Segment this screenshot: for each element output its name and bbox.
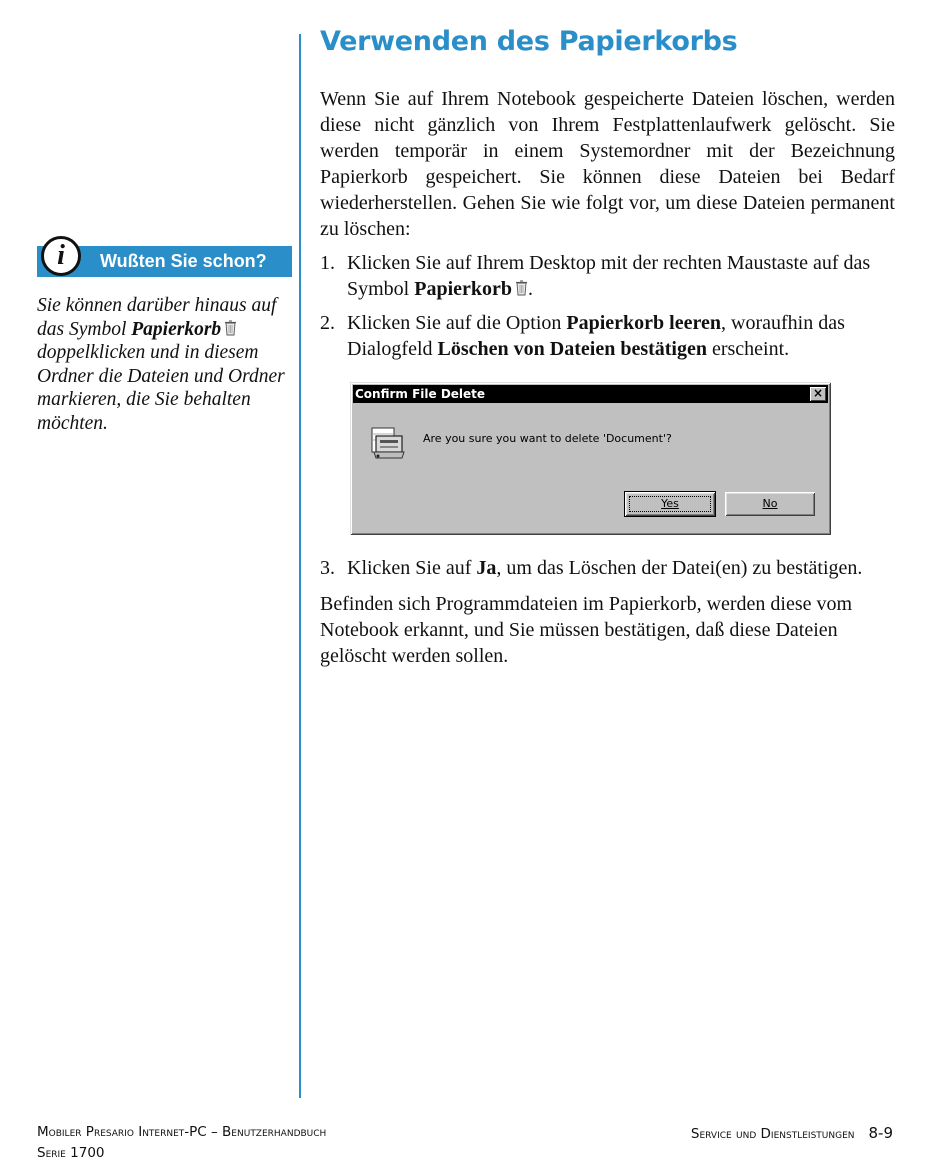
- footer-series: Serie 1700: [37, 1145, 105, 1161]
- yes-button-label: Yes: [661, 497, 679, 510]
- dialog-message: Are you sure you want to delete 'Document'?: [423, 432, 672, 445]
- no-button[interactable]: [725, 492, 815, 516]
- tip-title: Wußten Sie schon?: [100, 251, 267, 271]
- no-button-label: No: [762, 497, 778, 510]
- footer-manual-title: Mobiler Presario Internet-PC – Benutzerhandbuch: [37, 1124, 327, 1140]
- step-text-mid: , woraufhin das Dialogfeld: [347, 312, 845, 360]
- footer-section-title: Service und Dienstleistungen: [690, 1126, 855, 1142]
- tip-bold: Papierkorb: [131, 318, 222, 340]
- main-content: [320, 86, 895, 669]
- step-number: 2.: [320, 312, 335, 334]
- info-icon: i: [41, 236, 81, 276]
- step-text: Klicken Sie auf: [347, 557, 477, 579]
- sidebar-divider: [299, 34, 301, 1098]
- dialog-titlebar: [353, 385, 828, 403]
- step-3: [320, 555, 895, 581]
- printer-warning-icon: [368, 422, 408, 462]
- outro-paragraph: Befinden sich Programmdateien im Papierkorb, werden diese vom Notebook erkannt, und Sie müssen bestätigen, daß diese Dateien gelöscht werden sollen.: [320, 593, 853, 667]
- step-number: 3.: [320, 557, 335, 579]
- tip-text: Sie können darüber hinaus auf das Symbol: [37, 295, 277, 340]
- step-text-end: .: [528, 278, 534, 300]
- recycle-bin-icon: [224, 320, 237, 336]
- close-icon[interactable]: ×: [810, 387, 826, 401]
- step-text: Klicken Sie auf Ihrem Desktop mit der rechten Maustaste auf das Symbol: [347, 252, 871, 300]
- intro-paragraph: Wenn Sie auf Ihrem Notebook gespeicherte Dateien löschen, werden diese nicht gänzlich von Ihrem Festplattenlaufwerk gelöscht. Sie werden temporär in einem Systemordner mit der Bezeichnung Papierkorb gespeichert. Sie können diese Dateien bei Bedarf wiederherstellen. Gehen Sie wie folgt vor, um diese Dateien permanent zu löschen:: [320, 88, 895, 240]
- step-text-end: , um das Löschen der Datei(en) zu bestätigen.: [496, 557, 863, 579]
- step-bold-2: Löschen von Dateien bestätigen: [437, 338, 707, 360]
- step-bold: Papierkorb: [414, 278, 513, 300]
- step-text-end: erscheint.: [706, 338, 790, 360]
- dialog-title: Confirm File Delete: [355, 387, 486, 401]
- page-title: Verwenden des Papierkorbs: [320, 26, 738, 57]
- step-bold: Ja: [476, 557, 497, 579]
- yes-button[interactable]: [625, 492, 715, 516]
- footer-section: [691, 1124, 893, 1142]
- step-1: [320, 250, 895, 302]
- page-number: 8-9: [868, 1124, 893, 1142]
- tip-text-end: doppelklicken und in diesem Ordner die Dateien und Ordner markieren, die Sie behalten möchten.: [37, 342, 285, 434]
- recycle-bin-icon: [515, 280, 528, 296]
- step-text: Klicken Sie auf die Option: [347, 312, 567, 334]
- step-number: 1.: [320, 252, 335, 274]
- tip-body: [37, 294, 292, 435]
- confirm-file-delete-dialog: [350, 382, 831, 535]
- step-2: [320, 310, 895, 362]
- step-bold: Papierkorb leeren: [566, 312, 722, 334]
